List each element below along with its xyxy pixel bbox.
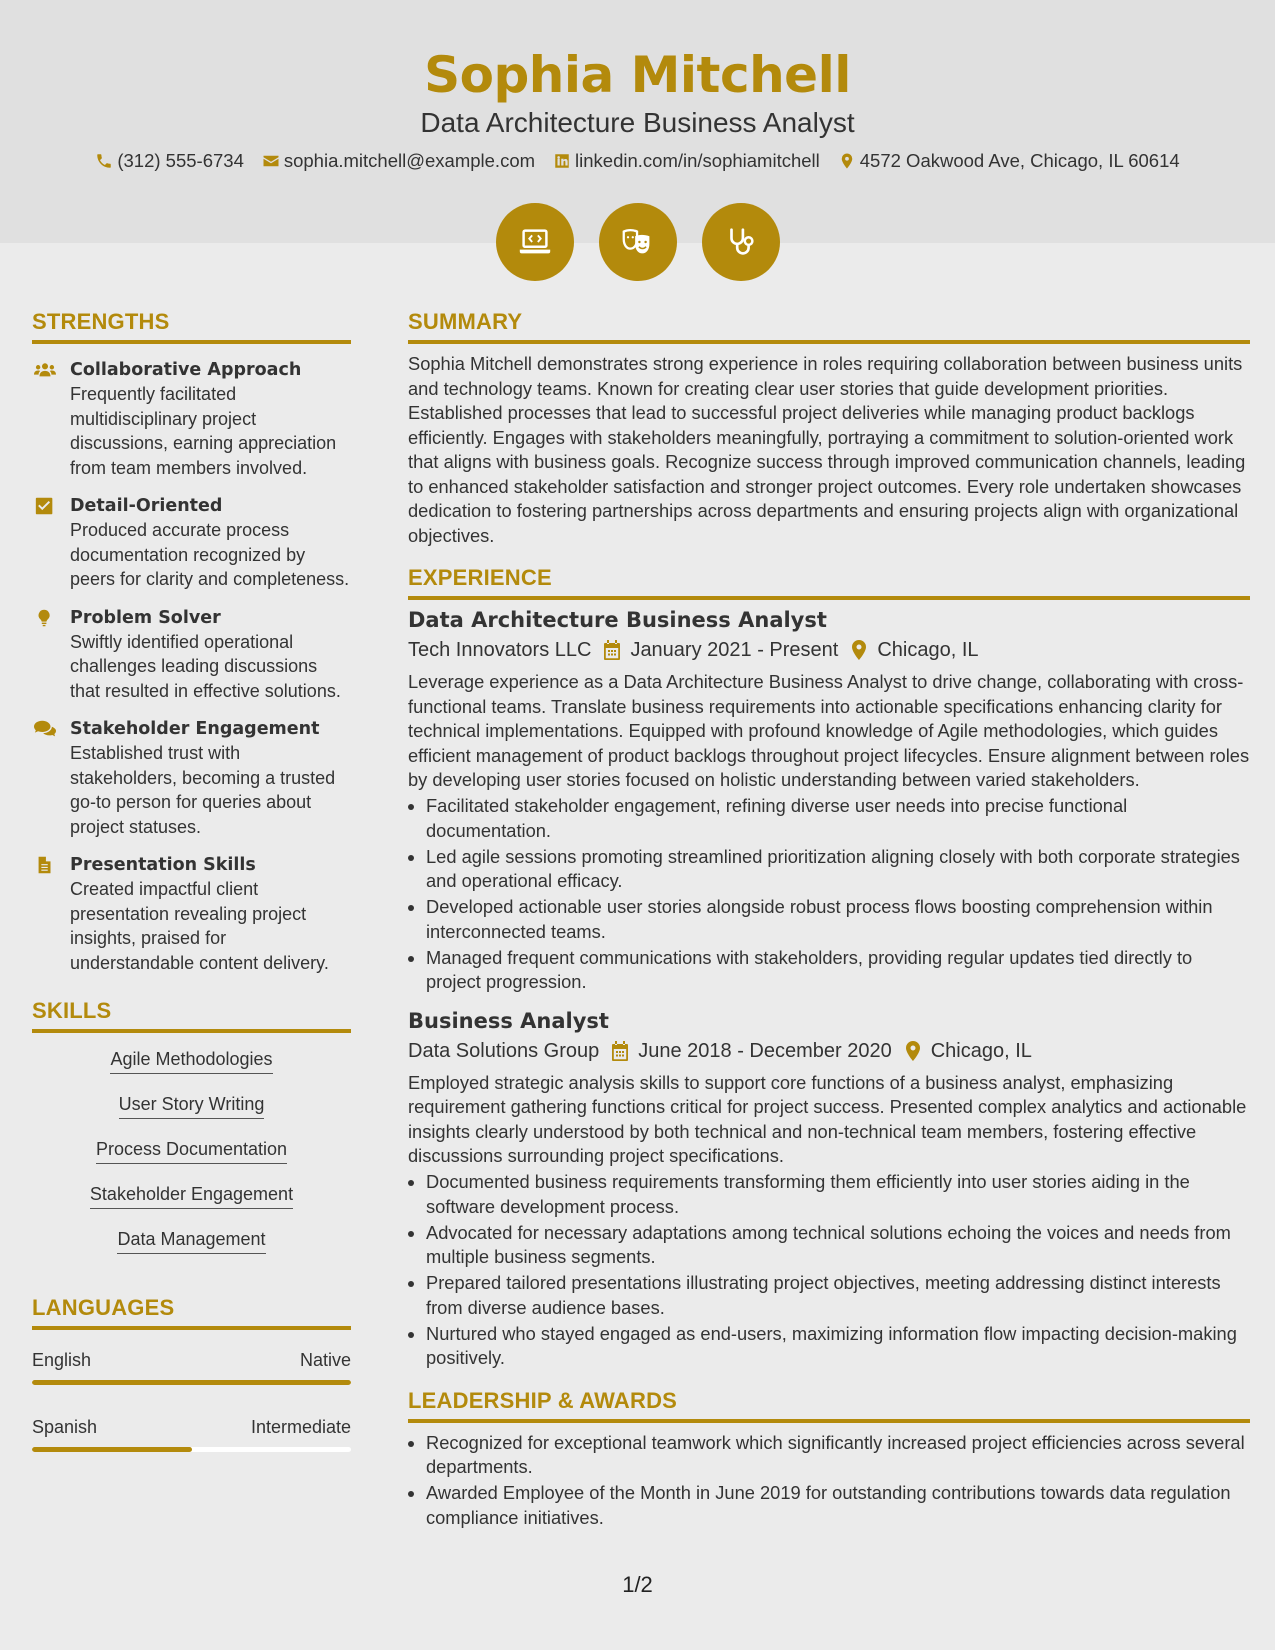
job-location: Chicago, IL [877, 639, 979, 661]
job-entry [408, 1007, 1250, 1371]
awards-list [426, 1431, 1250, 1531]
linkedin-icon [553, 152, 571, 170]
contact-email[interactable] [262, 150, 535, 172]
job-bullets [426, 1170, 1250, 1371]
languages-heading: LANGUAGES [32, 1294, 351, 1330]
experience-heading: EXPERIENCE [408, 564, 1250, 600]
strength-desc: Established trust with stakeholders, becoming a trusted go-to person for queries about project statuses. [70, 743, 336, 837]
contact-linkedin[interactable] [553, 150, 820, 172]
job-bullet: • Facilitated stakeholder engagement, refining diverse user needs into precise functional documentation. [426, 794, 1250, 843]
awards-heading: LEADERSHIP & AWARDS [408, 1387, 1250, 1423]
award-item: • Recognized for exceptional teamwork which significantly increased project efficiencies across several departments. [426, 1431, 1250, 1480]
strength-name: Detail-Oriented [70, 496, 223, 516]
job-bullet: • Prepared tailored presentations illustrating project objectives, meeting addressing distinct interests from diverse audience bases. [426, 1271, 1250, 1320]
users-icon [34, 361, 56, 379]
strength-name: Collaborative Approach [70, 360, 302, 380]
job-title: Data Architecture Business Analyst [408, 608, 827, 632]
contact-address [838, 150, 1180, 172]
lightbulb-icon [34, 609, 56, 627]
skills-list [32, 1047, 351, 1272]
language-name: Spanish [32, 1417, 98, 1437]
file-icon [34, 856, 56, 874]
phone-icon [95, 152, 113, 170]
strength-name: Problem Solver [70, 607, 221, 628]
summary-heading: SUMMARY [408, 308, 1250, 344]
candidate-name: Sophia Mitchell [424, 46, 851, 104]
skill-tag: Process Documentation [96, 1137, 287, 1164]
interest-circle [702, 203, 780, 281]
strength-desc: Created impactful client presentation revealing project insights, praised for understandable content delivery. [70, 879, 329, 973]
check-square-icon [34, 497, 56, 515]
skill-tag: Stakeholder Engagement [90, 1182, 293, 1209]
skills-heading: SKILLS [32, 997, 351, 1033]
email-text: sophia.mitchell@example.com [283, 150, 536, 171]
language-level: Native [299, 1350, 351, 1370]
strength-item [32, 606, 351, 704]
strength-name: Presentation Skills [70, 855, 256, 875]
contact-phone[interactable] [95, 150, 244, 172]
job-bullet: • Managed frequent communications with stakeholders, providing regular updates tied directly to project progression. [426, 946, 1250, 995]
job-bullets [426, 794, 1250, 995]
theater-masks-icon [619, 223, 657, 261]
comments-icon [34, 720, 56, 738]
phone-text: (312) 555-6734 [117, 150, 244, 171]
skill-tag: User Story Writing [119, 1092, 265, 1119]
calendar-icon [603, 640, 621, 660]
job-bullet: • Led agile sessions promoting streamlined prioritization aligning closely with both corporate strategies and operational efficacy. [426, 845, 1250, 894]
strength-desc: Produced accurate process documentation recognized by peers for clarity and completeness. [70, 520, 350, 589]
interest-circle [599, 203, 677, 281]
language-level: Intermediate [250, 1417, 351, 1437]
language-item [32, 1415, 351, 1452]
contact-row [0, 150, 1275, 172]
job-company: Tech Innovators LLC [408, 639, 592, 661]
job-bullet: • Nurtured who stayed engaged as end-users, maximizing information flow impacting decision-making positively. [426, 1322, 1250, 1371]
job-dates: January 2021 - Present [630, 639, 839, 661]
map-marker-icon [838, 152, 856, 170]
skill-tag: Agile Methodologies [110, 1047, 272, 1074]
job-description: Leverage experience as a Data Architecture Business Analyst to drive change, collaborating with cross-functional teams. Translate business requirements into actionable specifications enhancing clarity for technical implementations. Equipped with profound knowledge of Agile methodologies, which guides efficient management of product backlogs throughout project lifecycles. Ensure alignment between roles by developing user stories focused on holistic understanding between varied stakeholders. [408, 671, 1250, 790]
laptop-code-icon [516, 223, 554, 261]
language-name: English [32, 1350, 92, 1370]
skill-tag: Data Management [117, 1227, 265, 1254]
strength-desc: Swiftly identified operational challenges leading discussions that resulted in effective solutions. [70, 631, 341, 701]
language-bar-fill [32, 1447, 192, 1452]
strength-desc: Frequently facilitated multidisciplinary project discussions, earning appreciation from team members involved. [70, 384, 337, 478]
envelope-icon [262, 152, 280, 170]
page-number: 1/2 [622, 1572, 653, 1597]
job-bullet: • Documented business requirements transforming them efficiently into user stories aiding in the software development process. [426, 1170, 1250, 1219]
summary-text: Sophia Mitchell demonstrates strong experience in roles requiring collaboration between business units and technology teams. Known for creating clear user stories that guide development priorities. Established processes that lead to successful project deliveries while managing product backlogs efficiently. Engages with stakeholders meaningfully, portraying a commitment to solution-oriented work that aligns with business goals. Recognize success through improved communication channels, leading to enhanced stakeholder satisfaction and stronger project outcomes. Every role undertaken showcases dedication to fostering partnerships across departments and ensuring projects align with organizational objectives. [408, 353, 1246, 546]
strength-name: Stakeholder Engagement [70, 719, 320, 739]
job-bullet: • Developed actionable user stories alongside robust process flows boosting comprehension within interconnected teams. [426, 895, 1250, 944]
language-item [32, 1348, 351, 1385]
candidate-title: Data Architecture Business Analyst [420, 107, 855, 138]
language-bar [32, 1447, 351, 1452]
strength-item [32, 717, 351, 839]
address-text: 4572 Oakwood Ave, Chicago, IL 60614 [859, 150, 1180, 171]
interest-circle [496, 203, 574, 281]
language-bar [32, 1380, 351, 1385]
strength-item [32, 358, 351, 480]
job-description: Employed strategic analysis skills to support core functions of a business analyst, emphasizing requirement gathering functions critical for project success. Presented complex analytics and actionable insights clearly understood by both technical and non-technical team members, fostering effective discussions surrounding project specifications. [408, 1071, 1247, 1166]
map-marker-icon [904, 1041, 922, 1061]
strength-item [32, 853, 351, 975]
left-column [32, 308, 351, 1452]
job-company: Data Solutions Group [408, 1039, 600, 1062]
job-bullet: • Advocated for necessary adaptations among technical solutions echoing the voices and needs from multiple business segments. [426, 1221, 1250, 1270]
stethoscope-icon [722, 223, 760, 261]
map-marker-icon [850, 640, 868, 660]
interest-icons [0, 203, 1275, 281]
job-meta [408, 635, 1250, 665]
job-meta [408, 1036, 1250, 1066]
language-bar-fill [32, 1380, 351, 1385]
calendar-icon [611, 1041, 629, 1061]
job-dates: June 2018 - December 2020 [638, 1039, 892, 1062]
strengths-heading: STRENGTHS [32, 308, 351, 344]
job-location: Chicago, IL [930, 1039, 1032, 1062]
job-entry [408, 606, 1250, 995]
strength-item [32, 494, 351, 592]
award-item: • Awarded Employee of the Month in June 2019 for outstanding contributions towards data regulation compliance initiatives. [426, 1481, 1250, 1530]
job-title: Business Analyst [408, 1008, 609, 1033]
linkedin-text: linkedin.com/in/sophiamitchell [575, 150, 820, 171]
right-column [408, 308, 1250, 1530]
